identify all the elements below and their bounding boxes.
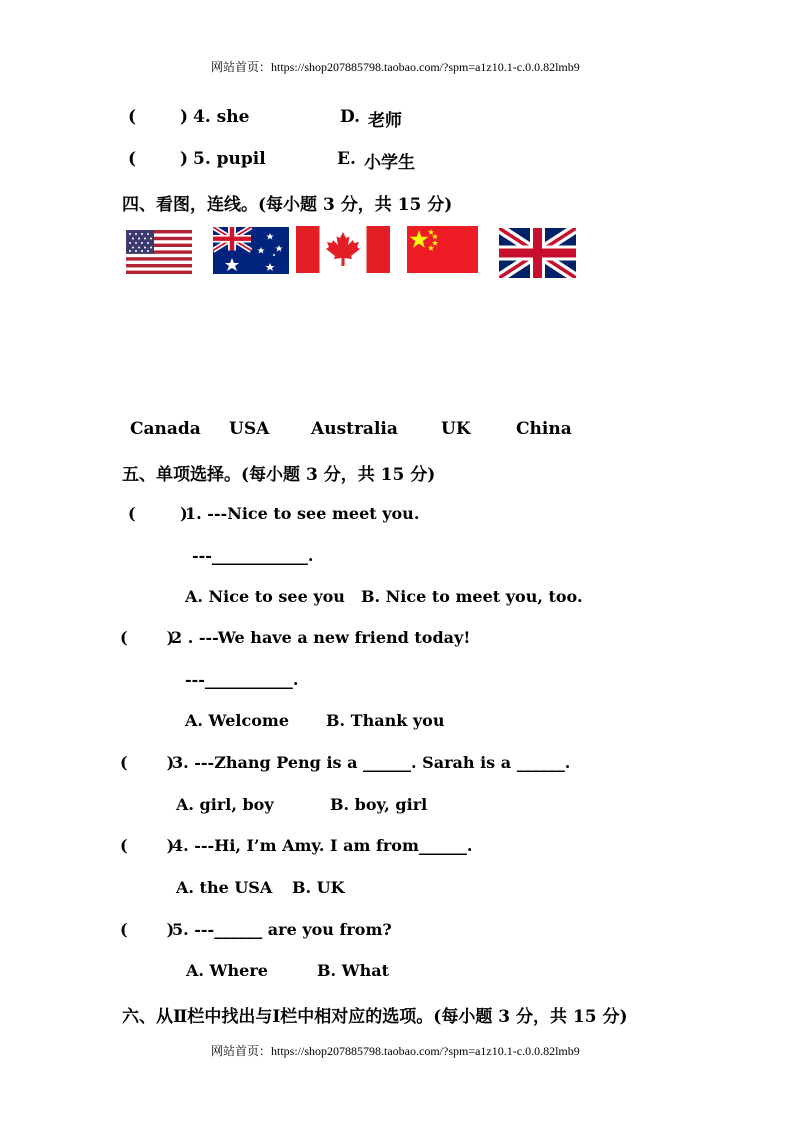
answer-bracket: ( ) <box>128 504 188 523</box>
answer-bracket: ( ) <box>120 628 175 647</box>
option-a: A. Where <box>186 961 268 980</box>
answer-bracket-close: ) <box>180 149 189 169</box>
option-a: A. Nice to see you <box>185 587 345 606</box>
matching-letter: E. <box>337 149 356 169</box>
question-stem: 2 . ---We have a new friend today! <box>171 628 471 647</box>
matching-letter: D. <box>340 107 361 127</box>
uk-flag-icon <box>499 228 576 278</box>
country-label-usa: USA <box>229 419 270 439</box>
country-label-canada: Canada <box>130 419 201 439</box>
answer-bracket-open: ( <box>128 149 137 169</box>
china-flag-icon <box>407 226 478 273</box>
option-b: B. boy, girl <box>330 795 428 814</box>
option-b: B. What <box>317 961 390 980</box>
question-stem: 1. ---Nice to see meet you. <box>185 504 420 523</box>
option-a: A. Welcome <box>185 711 289 730</box>
matching-word: 5. pupil <box>193 149 266 169</box>
option-a: A. the USA <box>176 878 273 897</box>
question-stem: 4. ---Hi, I’m Amy. I am from______. <box>172 836 473 855</box>
answer-line: ---____________. <box>192 546 314 565</box>
answer-bracket-open: ( <box>128 107 137 127</box>
matching-meaning: 小学生 <box>364 153 415 173</box>
canada-flag-icon <box>296 226 390 273</box>
section6-title: 六、从Ⅱ栏中找出与Ⅰ栏中相对应的选项。(每小题 3 分，共 15 分) <box>122 1007 628 1027</box>
matching-word: 4. she <box>193 107 250 127</box>
country-label-australia: Australia <box>311 419 398 439</box>
option-a: A. girl, boy <box>176 795 274 814</box>
answer-bracket: ( ) <box>120 920 175 939</box>
answer-bracket: ( ) <box>120 836 175 855</box>
option-b: B. Thank you <box>326 711 445 730</box>
question-stem: 3. ---Zhang Peng is a ______. Sarah is a ______. <box>172 753 571 772</box>
country-label-uk: UK <box>441 419 471 439</box>
answer-bracket-close: ) <box>180 107 189 127</box>
section4-title: 四、看图，连线。(每小题 3 分，共 15 分) <box>122 195 453 215</box>
usa-flag-icon <box>126 230 192 274</box>
country-label-china: China <box>516 419 572 439</box>
option-b: B. Nice to meet you, too. <box>361 587 583 606</box>
matching-meaning: 老师 <box>368 111 402 131</box>
page-footer: 网站首页：https://shop207885798.taobao.com/?spm=a1z10.1-c.0.0.82lmb9 <box>211 1044 580 1058</box>
page-header: 网站首页：https://shop207885798.taobao.com/?spm=a1z10.1-c.0.0.82lmb9 <box>211 60 580 74</box>
option-b: B. UK <box>292 878 345 897</box>
answer-line: ---___________. <box>185 670 299 689</box>
answer-bracket: ( ) <box>120 753 175 772</box>
question-stem: 5. ---______ are you from? <box>172 920 392 939</box>
australia-flag-icon <box>213 227 289 274</box>
section5-title: 五、单项选择。(每小题 3 分，共 15 分) <box>122 465 436 485</box>
